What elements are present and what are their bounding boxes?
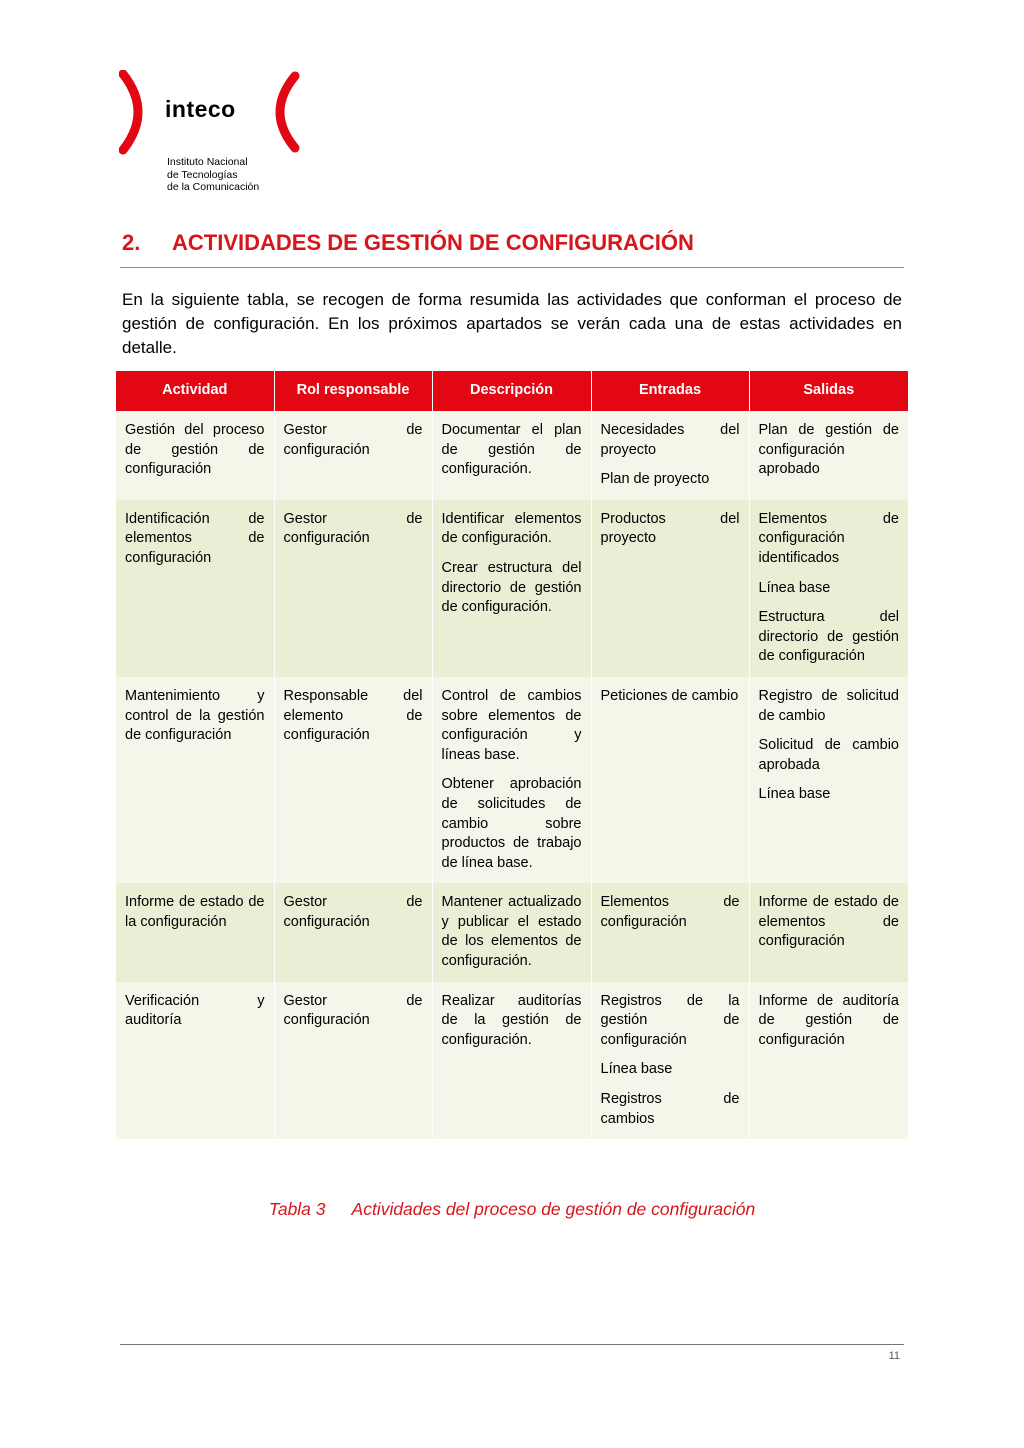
column-header: Rol responsable (274, 371, 432, 411)
table-cell (116, 411, 274, 500)
inteco-logo (119, 70, 309, 200)
table-header-row (116, 371, 908, 411)
table-cell (591, 677, 749, 883)
cell-text: Solicitud de cambio aprobada (758, 737, 899, 773)
column-header: Entradas (591, 371, 749, 411)
cell-text: Crear estructura del directorio de gestión de configuración. (441, 559, 582, 616)
cell-text: Mantenimiento y control de la gestión de configuración (125, 687, 265, 744)
cell-text: Plan de proyecto (600, 471, 710, 488)
footer-divider (120, 1344, 904, 1345)
cell-text: Realizar auditorías de la gestión de configuración. (441, 992, 582, 1048)
table-cell (749, 500, 908, 677)
cell-text: Obtener aprobación de solicitudes de cambio sobre productos de trabajo de línea base. (441, 776, 582, 871)
logo-subtitle-line: Instituto Nacional (167, 156, 248, 168)
table-cell (591, 411, 749, 500)
cell-text: Registros de cambios (600, 1091, 740, 1127)
heading-divider (120, 267, 904, 268)
table-row (116, 982, 908, 1140)
table-cell (116, 883, 274, 981)
table-cell (432, 500, 591, 677)
cell-text: Control de cambios sobre elementos de configuración y líneas base. (441, 687, 582, 763)
cell-text: Mantener actualizado y publicar el estado de los elementos de configuración. (441, 894, 582, 970)
table-cell (432, 883, 591, 981)
cell-text: Verificación y auditoría (125, 992, 265, 1029)
table-cell (432, 982, 591, 1140)
table-cell (116, 677, 274, 883)
table-caption (0, 1199, 1024, 1220)
cell-text: Elementos de configuración (600, 894, 740, 930)
logo-subtitle (167, 156, 259, 194)
cell-text: Gestor de configuración (283, 992, 423, 1029)
table-cell (749, 982, 908, 1140)
cell-text: Informe de auditoría de gestión de configuración (758, 992, 899, 1048)
cell-text: Peticiones de cambio (600, 687, 739, 704)
cell-text: Informe de estado de elementos de configuración (758, 894, 899, 950)
table-cell (274, 500, 432, 677)
section-title: ACTIVIDADES DE GESTIÓN DE CONFIGURACIÓN (172, 230, 694, 255)
cell-text: Elementos de configuración identificados (758, 510, 899, 566)
table-row (116, 500, 908, 677)
table-cell (591, 883, 749, 981)
table-cell (432, 411, 591, 500)
cell-text: Línea base (758, 786, 831, 803)
table-cell (274, 982, 432, 1140)
table-cell (274, 883, 432, 981)
section-number: 2. (122, 230, 141, 255)
table-cell (749, 883, 908, 981)
cell-text: Gestor de configuración (283, 894, 423, 930)
cell-text: Plan de gestión de configuración aprobado (758, 422, 899, 478)
cell-text: Identificación de elementos de configuración (125, 510, 265, 566)
intro-paragraph: En la siguiente tabla, se recogen de forma resumida las actividades que conforman el proceso de gestión de configuración. En los próximos apartados se verán cada una de estas actividades en detalle. (122, 290, 902, 357)
cell-text: Registro de solicitud de cambio (758, 687, 899, 724)
table-cell (116, 500, 274, 677)
table-cell (749, 411, 908, 500)
caption-label: Tabla 3 (268, 1199, 326, 1219)
page-number: 11 (888, 1350, 900, 1362)
logo-subtitle-line: de la Comunicación (167, 181, 260, 193)
cell-text: Identificar elementos de configuración. (441, 510, 582, 547)
cell-text: Estructura del directorio de gestión de configuración (758, 609, 899, 665)
table-row (116, 411, 908, 500)
cell-text: Productos del proyecto (600, 510, 740, 547)
table-cell (432, 677, 591, 883)
cell-text: Gestor de configuración (283, 422, 423, 458)
column-header: Descripción (432, 371, 591, 411)
cell-text: Línea base (600, 1061, 673, 1078)
logo-subtitle-line: de Tecnologías (167, 168, 238, 181)
cell-text: Registros de la gestión de configuración (600, 992, 740, 1048)
table-cell (116, 982, 274, 1140)
table-row (116, 677, 908, 883)
column-header: Actividad (116, 371, 274, 411)
activities-table (116, 371, 908, 1139)
cell-text: Documentar el plan de gestión de configuración. (441, 422, 582, 478)
cell-text: Gestor de configuración (283, 510, 423, 547)
table-cell (591, 500, 749, 677)
table-body (116, 411, 908, 1139)
cell-text: Gestión del proceso de gestión de configuración (125, 422, 265, 478)
logo-wordmark: inteco (165, 96, 236, 122)
table-cell (274, 677, 432, 883)
cell-text: Necesidades del proyecto (600, 422, 740, 458)
cell-text: Línea base (758, 579, 831, 596)
table-row (116, 883, 908, 981)
table-cell (274, 411, 432, 500)
column-header: Salidas (749, 371, 908, 411)
cell-text: Responsable del elemento de configuración (283, 687, 423, 744)
cell-text: Informe de estado de la configuración (125, 894, 265, 930)
section-heading (122, 230, 904, 256)
caption-text: Actividades del proceso de gestión de configuración (351, 1199, 756, 1219)
table-cell (591, 982, 749, 1140)
table-cell (749, 677, 908, 883)
